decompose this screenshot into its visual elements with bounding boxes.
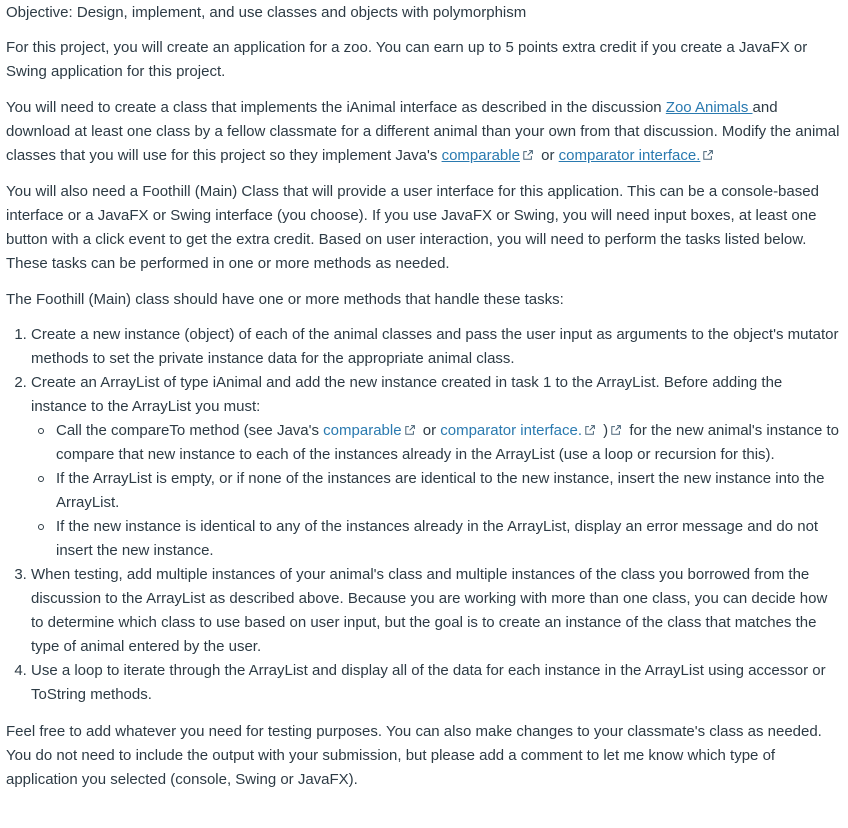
subtask-1-text-2: for the new animal's instance to compare that new instance to each of the instances already in the ArrayList (use a loop or recursion for this). — [56, 422, 839, 463]
task-item — [31, 371, 840, 563]
comparator-interface-link[interactable]: comparator interface. — [440, 422, 582, 439]
task-1-text: Create a new instance (object) of each of the animal classes and pass the user input as arguments to the object's mutator methods to set the private instance data for the appropriate animal class. — [31, 326, 839, 367]
comparable-link[interactable]: comparable — [441, 147, 520, 164]
final-paragraph: Feel free to add whatever you need for testing purposes. You can also make changes to your classmate's class as needed. You do not need to include the output with your submission, but please add a comment to let me know which type of application you selected (console, Swing or JavaFX). — [6, 723, 822, 788]
requirements-text-1: You will need to create a class that implements the iAnimal interface as described in the discussion — [6, 99, 666, 116]
external-link-icon — [523, 150, 533, 160]
subtask-item — [56, 515, 840, 563]
comparator-interface-link[interactable]: comparator interface. — [558, 147, 701, 164]
objective-heading: Objective: Design, implement, and use classes and objects with polymorphism — [6, 4, 527, 21]
task-4-text: Use a loop to iterate through the ArrayList and display all of the data for each instance in the ArrayList using accessor or ToString methods. — [31, 662, 826, 703]
external-link-icon — [405, 425, 415, 435]
subtask-2-text: If the ArrayList is empty, or if none of the instances are identical to the new instance, insert the new instance into the ArrayList. — [56, 470, 825, 511]
task-2-text: Create an ArrayList of type iAnimal and add the new instance created in task 1 to the ArrayList. Before adding the instance to the ArrayList you must: — [31, 374, 783, 415]
methods-intro-paragraph: The Foothill (Main) class should have one or more methods that handle these tasks: — [6, 291, 564, 308]
subtask-item — [56, 419, 840, 467]
task-2-sublist — [31, 419, 840, 563]
zoo-animals-link[interactable]: Zoo Animals — [665, 99, 753, 116]
external-link-icon — [611, 425, 621, 435]
task-item — [31, 323, 840, 371]
subtask-item — [56, 467, 840, 515]
subtask-3-text: If the new instance is identical to any of the instances already in the ArrayList, display an error message and do not insert the new instance. — [56, 518, 819, 559]
subtask-1-paren: ) — [598, 422, 609, 439]
task-item — [31, 659, 840, 707]
requirements-or: or — [536, 147, 559, 164]
intro-paragraph: For this project, you will create an application for a zoo. You can earn up to 5 points extra credit if you create a JavaFX or Swing application for this project. — [6, 39, 808, 80]
external-link-icon — [585, 425, 595, 435]
task-3-text: When testing, add multiple instances of your animal's class and multiple instances of the class you borrowed from the discussion to the ArrayList as described above. Because you are working with more than one class, you can decide how to determine which class to use based on user input, but the goal is to create an instance of the class that matches the type of animal entered by the user. — [31, 566, 828, 655]
main-class-paragraph: You will also need a Foothill (Main) Class that will provide a user interface for this application. This can be a console-based interface or a JavaFX or Swing interface (you choose). If you use JavaFX or Swing, you will need input boxes, at least one button with a click event to get the extra credit. Based on user interaction, you will need to perform the tasks listed below. These tasks can be performed in one or more methods as needed. — [6, 183, 819, 272]
task-list — [6, 323, 840, 707]
comparable-link[interactable]: comparable — [323, 422, 402, 439]
task-item — [31, 563, 840, 659]
external-link-icon — [703, 150, 713, 160]
subtask-1-text-1: Call the compareTo method (see Java's — [56, 422, 324, 439]
requirements-text-2: and download at least one class by a fellow classmate for a different animal than your own from that discussion. Modify the animal classes that you will use for this project so they implement Java's — [6, 99, 840, 164]
requirements-paragraph — [6, 96, 840, 168]
subtask-1-or: or — [418, 422, 441, 439]
